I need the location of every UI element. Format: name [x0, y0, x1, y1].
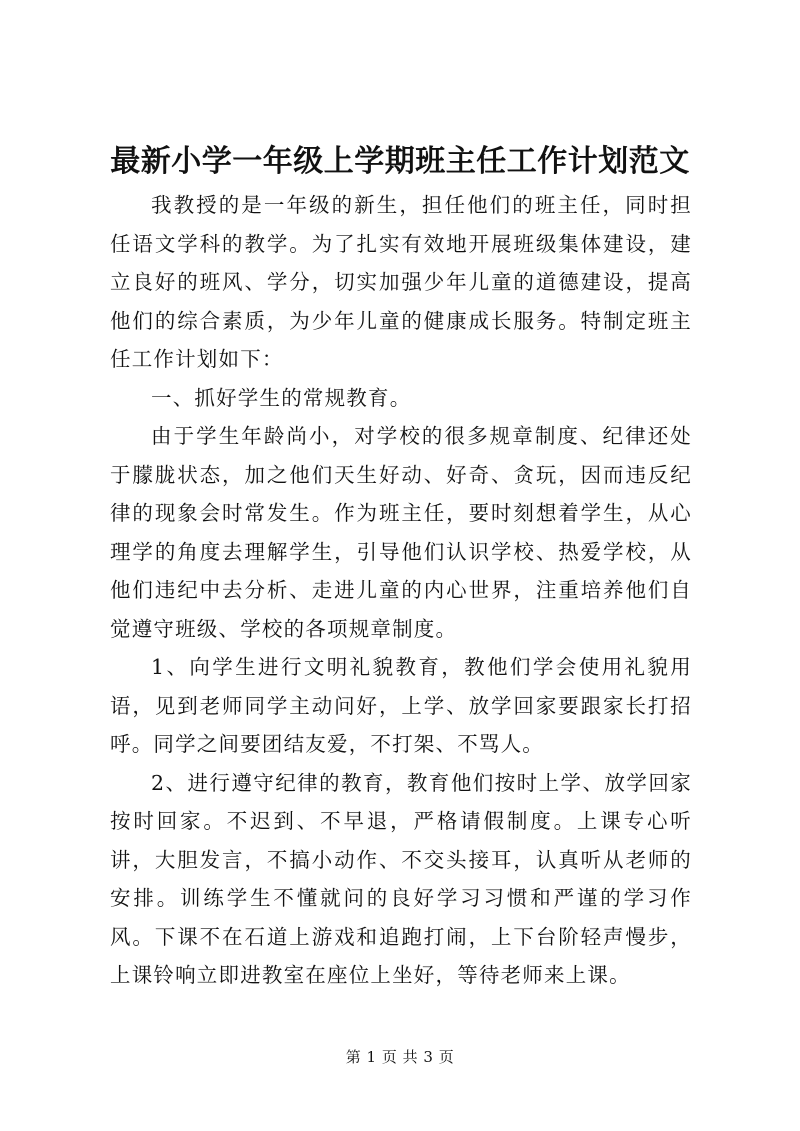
section-heading-1: 一、抓好学生的常规教育。 — [151, 385, 412, 410]
document-body — [110, 186, 692, 995]
page-indicator: 第 1 页 共 3 页 — [345, 1048, 455, 1066]
paragraph-item-2: 2、进行遵守纪律的教育，教育他们按时上学、放学回家按时回家。不迟到、不早退，严格请假制度。上课专心听讲，大胆发言，不搞小动作、不交头接耳，认真听从老师的安排。训练学生不懂就问的良好学习习惯和严谨的学习作风。下课不在石道上游戏和追跑打闹，上下台阶轻声慢步，上课铃响立即进教室在座位上坐好，等待老师来上课。 — [110, 770, 692, 987]
paragraph-intro: 我教授的是一年级的新生，担任他们的班主任，同时担任语文学科的教学。为了扎实有效地开展班级集体建设，建立良好的班风、学分，切实加强少年儿童的道德建设，提高他们的综合素质，为少年儿童的健康成长服务。特制定班主任工作计划如下： — [110, 193, 692, 371]
document-title: 最新小学一年级上学期班主任工作计划范文 — [110, 144, 690, 179]
paragraph-discipline: 由于学生年龄尚小，对学校的很多规章制度、纪律还处于朦胧状态，加之他们天生好动、好奇、贪玩，因而违反纪律的现象会时常发生。作为班主任，要时刻想着学生，从心理学的角度去理解学生，引导他们认识学校、热爱学校，从他们违纪中去分析、走进儿童的内心世界，注重培养他们自觉遵守班级、学校的各项规章制度。 — [110, 424, 692, 641]
paragraph-item-1: 1、向学生进行文明礼貌教育，教他们学会使用礼貌用语，见到老师同学主动问好，上学、放学回家要跟家长打招呼。同学之间要团结友爱，不打架、不骂人。 — [110, 655, 692, 756]
